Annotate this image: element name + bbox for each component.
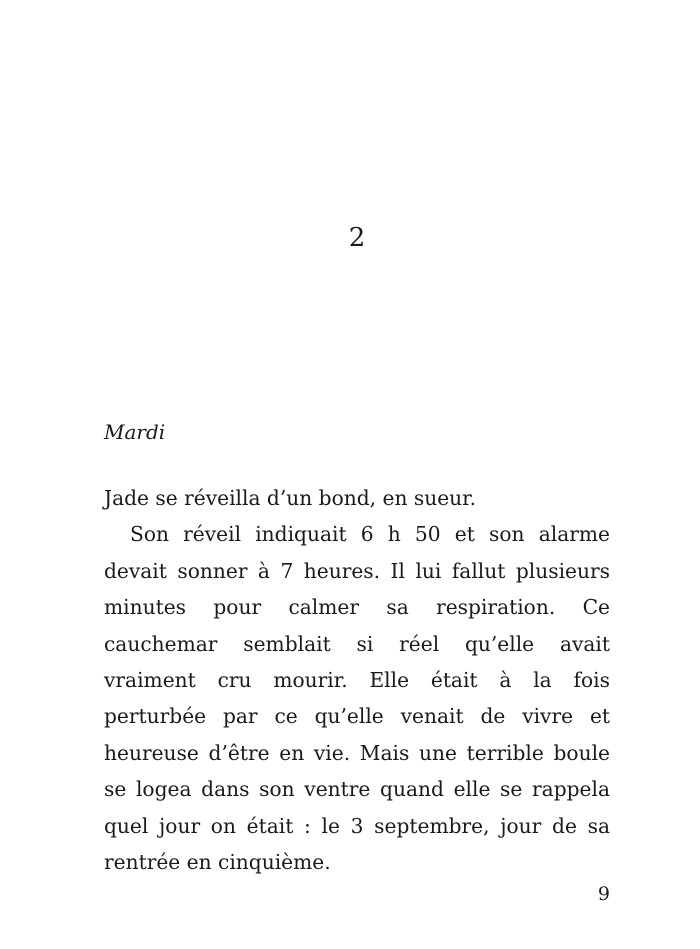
paragraph-opening: Jade se réveilla d’un bond, en sueur.	[104, 486, 477, 510]
chapter-body	[104, 480, 610, 880]
paragraph-main: Son réveil indiquait 6 h 50 et son alarme devait sonner à 7 heures. Il lui fallut plusieurs minutes pour calmer sa respiration. Ce cauchemar semblait si réel qu’elle avait vraiment cru mourir. Elle était à la fois perturbée par ce qu’elle venait de vivre et heureuse d’être en vie. Mais une terrible boule se logea dans son ventre quand elle se rappela quel jour on était : le 3 septembre, jour de sa rentrée en cinquième.	[104, 522, 610, 875]
chapter-number: 2	[348, 223, 366, 253]
section-day-heading: Mardi	[104, 420, 166, 444]
page-number: 9	[597, 883, 610, 905]
